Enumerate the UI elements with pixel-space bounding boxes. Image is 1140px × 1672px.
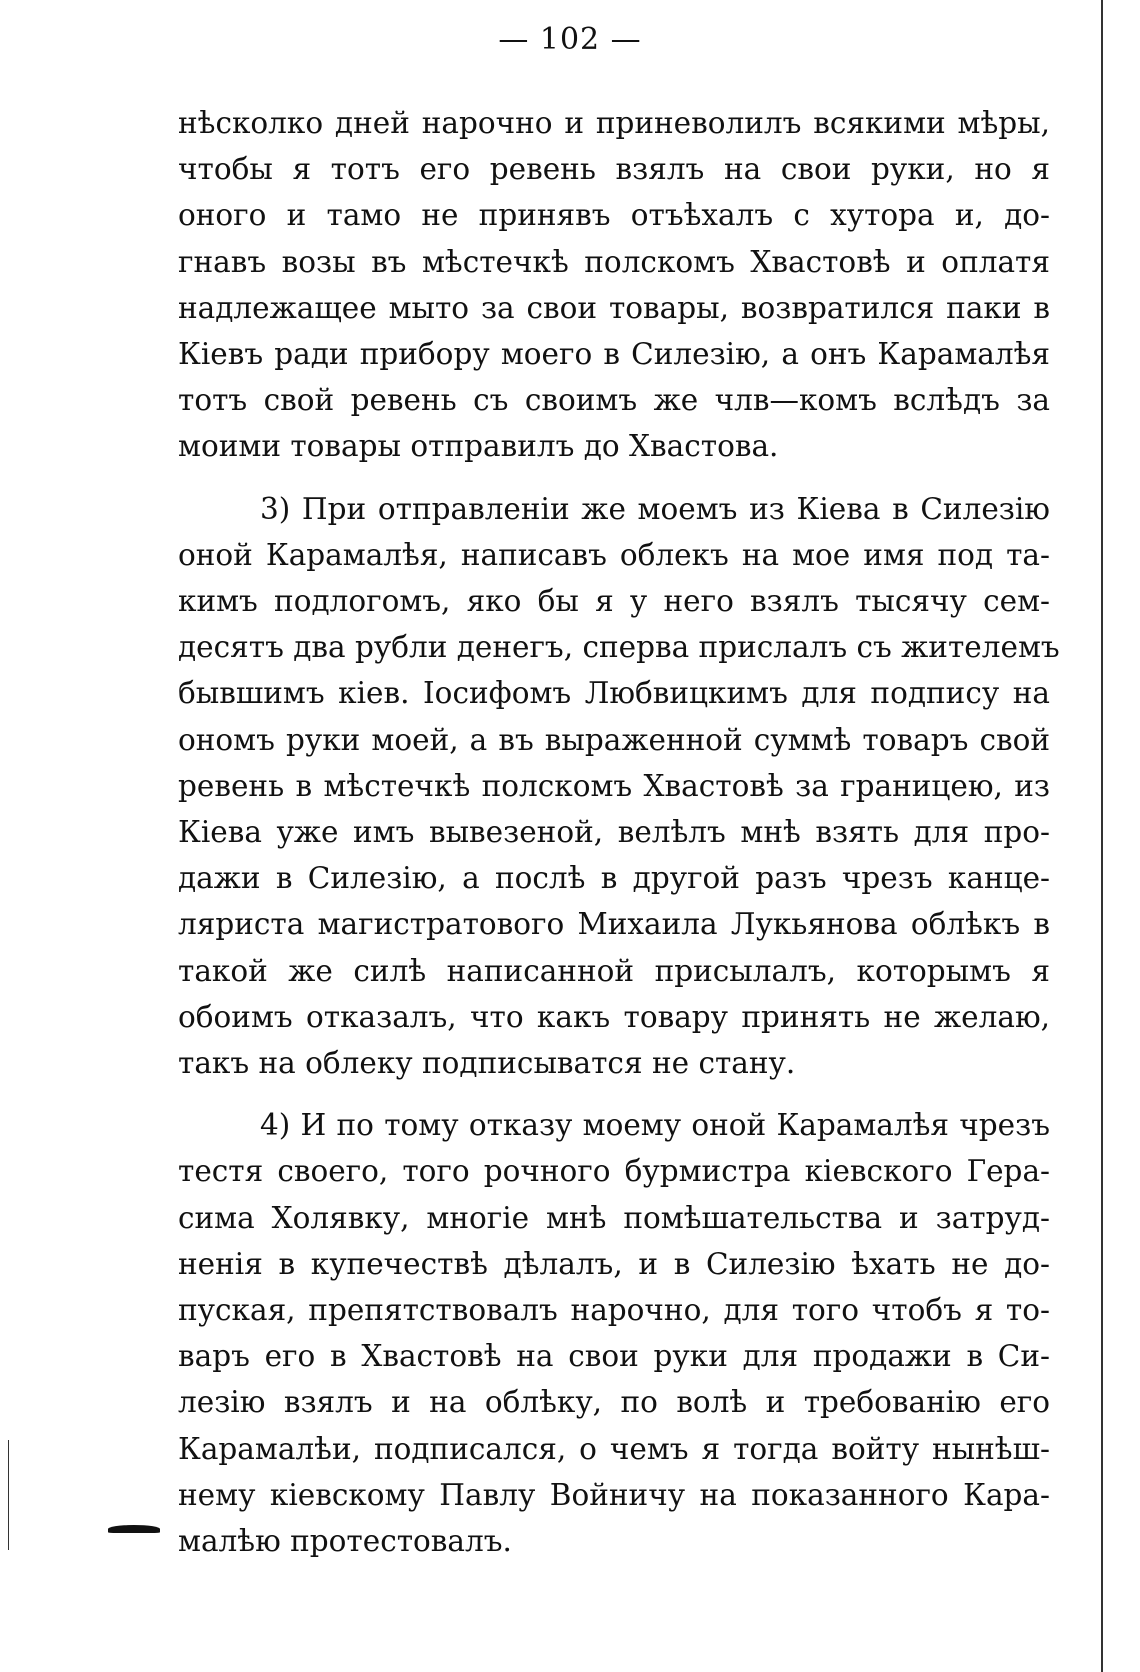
scan-edge-right	[1101, 0, 1103, 1672]
text-line: десятъ два рубли денегъ, сперва прислалъ съ жителемъ	[178, 630, 1060, 665]
text-line: кимъ подлогомъ, яко бы я у него взялъ тысячу сем-	[178, 584, 1050, 619]
text-line: тотъ свой ревень съ своимъ же члв—комъ вслѣдъ за	[178, 383, 1050, 418]
text-line: нѣсколко дней нарочно и приневолилъ всякими мѣры,	[178, 106, 1050, 140]
text-line: дажи в Силезію, а послѣ в другой разъ чрезъ канце-	[178, 861, 1050, 896]
text-line: Карамалѣи, подписался, о чемъ я тогда войту нынѣш-	[178, 1431, 1050, 1466]
scan-edge-left	[8, 1440, 9, 1550]
paragraph-3	[178, 1102, 1050, 1564]
text-line: оной Карамалѣя, написавъ облекъ на мое имя под та-	[178, 537, 1050, 572]
text-line: пуская, препятствовалъ нарочно, для того чтобъ я то-	[178, 1293, 1050, 1328]
text-line: тестя своего, того рочного бурмистра кіевского Гера-	[178, 1154, 1050, 1189]
paragraph-1	[178, 100, 1050, 470]
text-line: моими товары отправилъ до Хвастова.	[178, 429, 779, 464]
text-line: оного и тамо не принявъ отъѣхалъ с хутора и, до-	[178, 198, 1050, 233]
paragraph-2	[178, 486, 1060, 1087]
page-number: — 102 —	[498, 22, 642, 57]
scan-mark	[108, 1525, 160, 1533]
text-line: лезію взялъ и на облѣку, по волѣ и требованію его	[178, 1385, 1050, 1420]
text-line: 3) При отправленіи же моемъ из Кіева в Силезію	[260, 491, 1050, 526]
text-line: бывшимъ кіев. Іосифомъ Любвицкимъ для подпису на	[178, 676, 1050, 711]
text-line: чтобы я тотъ его ревень взялъ на свои руки, но я	[178, 152, 1050, 187]
text-line: ревень в мѣстечкѣ полскомъ Хвастовѣ за границею, из	[178, 768, 1050, 803]
text-line: такъ на облеку подписыватся не стану.	[178, 1046, 796, 1081]
text-line: нему кіевскому Павлу Войничу на показанного Кара-	[178, 1477, 1050, 1512]
text-line: 4) И по тому отказу моему оной Карамалѣя чрезъ	[260, 1108, 1050, 1143]
text-line: обоимъ отказалъ, что какъ товару принять не желаю,	[178, 999, 1050, 1034]
text-line: сима Холявку, многіе мнѣ помѣшательства и затруд-	[178, 1200, 1050, 1235]
document-body	[178, 100, 1060, 1564]
text-line: ляриста магистратового Михаила Лукьянова облѣкъ в	[178, 907, 1050, 942]
text-line: гнавъ возы въ мѣстечкѣ полскомъ Хвастовѣ и оплатя	[178, 244, 1050, 279]
text-line: ономъ руки моей, а въ выраженной суммѣ товаръ свой	[178, 722, 1050, 757]
text-line: такой же силѣ написанной присылалъ, которымъ я	[178, 953, 1050, 988]
text-line: Кіева уже имъ вывезеной, велѣлъ мнѣ взять для про-	[178, 815, 1050, 850]
text-line: надлежащее мыто за свои товары, возвратился паки в	[178, 290, 1050, 325]
text-line: ненія в купечествѣ дѣлалъ, и в Силезію ѣхать не до-	[178, 1246, 1050, 1281]
text-line: малѣю протестовалъ.	[178, 1524, 512, 1559]
text-line: варъ его в Хвастовѣ на свои руки для продажи в Си-	[178, 1339, 1050, 1374]
text-line: Кіевъ ради прибору моего в Силезію, а онъ Карамалѣя	[178, 337, 1050, 372]
